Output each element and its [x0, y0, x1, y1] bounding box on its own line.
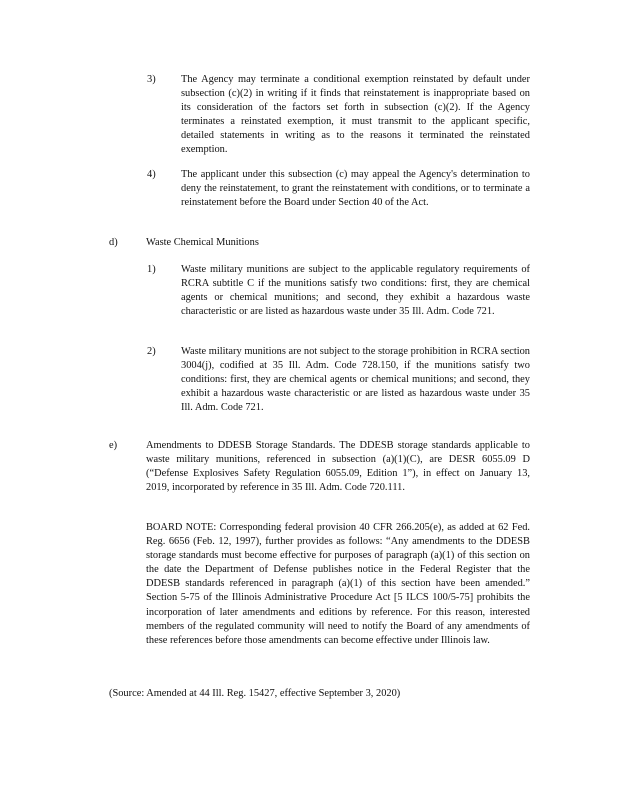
item-d2-label: 2) — [147, 346, 156, 357]
section-d-label: d) — [109, 237, 118, 248]
item-4-text: The applicant under this subsection (c) may appeal the Agency's determination to deny the reinstatement, to grant the reinstatement with conditions, or to terminate a reinstatement before the Board under Section 40 of the Act. — [181, 169, 530, 209]
board-note: BOARD NOTE: Corresponding federal provision 40 CFR 266.205(e), as added at 62 Fed. Reg. 6656 (Feb. 12, 1997), further provides as follows: “Any amendments to the DDESB storage standards must become effective for purposes of paragraph (a)(1) of this section on the date the Department of Defense publishes notice in the Federal Register that the DDESB standards referenced in paragraph (a)(1) of this section have been amended.” Section 5-75 of the Illinois Administrative Procedure Act [5 ILCS 100/5-75] prohibits the incorporation of later amendments and editions by reference. For this reason, interested members of the regulated community will need to notify the Board of any amendments of these references before those amendments can become effective under Illinois law. — [146, 522, 530, 646]
item-d1-text: Waste military munitions are subject to the applicable regulatory requirements of RCRA subtitle C if the munitions satisfy two conditions: first, they are chemical agents or chemical munitions; and second, they exhibit a hazardous waste characteristic or are listed as hazardous waste under 35 Ill. Adm. Code 721. — [181, 264, 530, 318]
section-d-heading: Waste Chemical Munitions — [146, 237, 259, 248]
item-3-text: The Agency may terminate a conditional exemption reinstated by default under subsection (c)(2) in writing if it finds that reinstatement is inappropriate based on its consideration of the factors set forth in subsection (c)(2). If the Agency terminates a reinstated exemption, it must transmit to the applicant specific, detailed statements in writing as to the reasons it terminated the reinstated exemption. — [181, 74, 530, 156]
item-4-label: 4) — [147, 169, 156, 180]
section-e-label: e) — [109, 440, 118, 451]
source-note: (Source: Amended at 44 Ill. Reg. 15427, effective September 3, 2020) — [109, 688, 401, 699]
item-d2-text: Waste military munitions are not subject to the storage prohibition in RCRA section 3004(j), codified at 35 Ill. Adm. Code 728.150, if the munitions satisfy two conditions: first, they are chemical agents or chemical munitions; and second, they exhibit a hazardous waste characteristic or are listed as hazardous waste under 35 Ill. Adm. Code 721. — [181, 346, 530, 414]
item-3-label: 3) — [147, 74, 156, 85]
section-e-text: Amendments to DDESB Storage Standards. The DDESB storage standards applicable to waste military munitions, referenced in subsection (a)(1)(C), are DESR 6055.09 D (“Defense Explosives Safety Regulation 6055.09, Edition 1”), in effect on January 13, 2019, incorporated by reference in 35 Ill. Adm. Code 720.111. — [146, 440, 530, 494]
item-d1-label: 1) — [147, 264, 156, 275]
